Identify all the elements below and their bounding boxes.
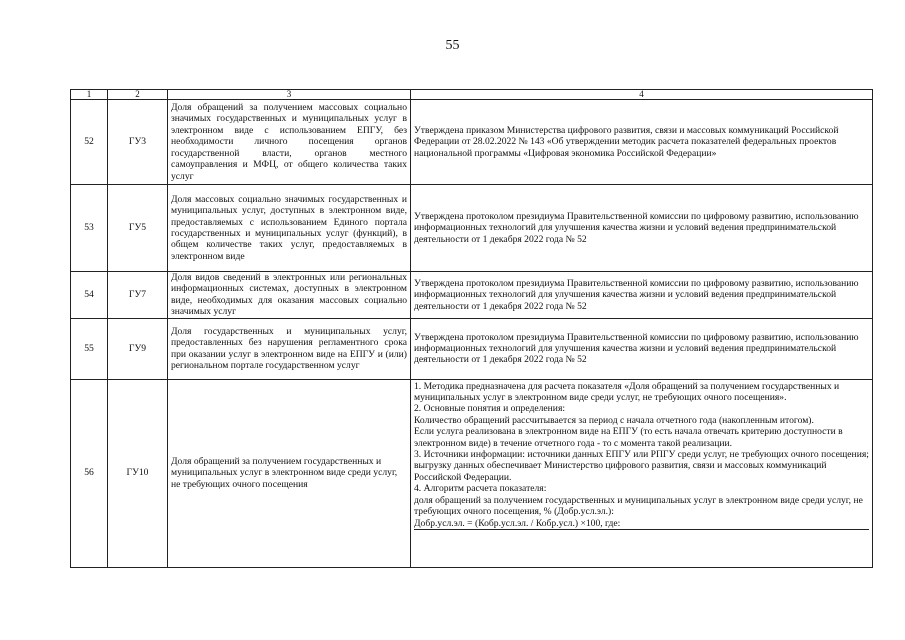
indicator-code: ГУ9 — [108, 318, 168, 379]
indicator-name: Доля массовых социально значимых государственных и муниципальных услуг, доступных в электронном виде, предоставляемых с использованием Единого портала государственных и муниципальных услуг (функций), в общем количестве таких услуг, предоставляемых в электронном виде — [168, 185, 411, 272]
row-number: 55 — [71, 318, 108, 379]
indicator-description: Утверждена приказом Министерства цифрового развития, связи и массовых коммуникаций Российской Федерации от 28.02.2022 № 143 «Об утверждении методик расчета показателей федеральных проектов национальной программы «Цифровая экономика Российской Федерации» — [411, 100, 873, 185]
methodology-line: Количество обращений рассчитывается за период с начала отчетного года (накопленным итогом). — [414, 414, 814, 426]
row-number: 52 — [71, 100, 108, 185]
row-number: 53 — [71, 185, 108, 272]
table-header-row — [71, 90, 873, 100]
header-col-2: 2 — [108, 90, 168, 100]
indicator-name: Доля обращений за получением государственных и муниципальных услуг в электронном виде среди услуг, не требующих очного посещения — [168, 379, 411, 567]
header-col-1: 1 — [71, 90, 108, 100]
indicator-code: ГУ10 — [108, 379, 168, 567]
header-col-3: 3 — [168, 90, 411, 100]
row-number: 54 — [71, 272, 108, 319]
methodology-line: 2. Основные понятия и определения: — [414, 403, 566, 415]
indicator-name: Доля обращений за получением массовых социально значимых государственных и муниципальных услуг в электронном виде с использованием ЕПГУ, без необходимости личного посещения органов государственной власти, органов местного самоуправления и МФЦ, от общего количества таких услуг — [168, 100, 411, 185]
indicators-table — [70, 89, 873, 568]
table-row — [71, 185, 873, 272]
indicator-description: Утверждена протоколом президиума Правительственной комиссии по цифровому развитию, использованию информационных технологий для улучшения качества жизни и условий ведения предпринимательской деятельности от 1 декабря 2022 года № 52 — [411, 318, 873, 379]
indicator-code: ГУ5 — [108, 185, 168, 272]
indicator-code: ГУ7 — [108, 272, 168, 319]
page-number: 55 — [445, 38, 460, 53]
row-number: 56 — [71, 379, 108, 567]
methodology-line: доля обращений за получением государственных и муниципальных услуг в электронном виде среди услуг, не требующих очного посещения, % (Добр.усл.эл.): — [414, 494, 863, 518]
methodology-line: 4. Алгоритм расчета показателя: — [414, 483, 547, 495]
indicator-name: Доля видов сведений в электронных или региональных информационных системах, доступных в электронном виде, необходимых для оказания массовых социально значимых услуг — [168, 272, 411, 319]
indicator-name: Доля государственных и муниципальных услуг, предоставленных без нарушения регламентного срока при оказании услуг в электронном виде на ЕПГУ и (или) региональном портале государственном услуг — [168, 318, 411, 379]
table-row — [71, 318, 873, 379]
formula-line: Добр.усл.эл. = (Кобр.усл.эл. / Кобр.усл.) ×100, где: — [414, 518, 869, 530]
methodology-line: Если услуга реализована в электронном виде на ЕПГУ (то есть начала отвечать критерию доступности в электронном виде) в течение отчетного года - то с момента такой реализации. — [414, 426, 843, 449]
indicator-methodology — [411, 379, 873, 567]
table-row — [71, 100, 873, 185]
table-row — [71, 272, 873, 319]
indicator-description: Утверждена протоколом президиума Правительственной комиссии по цифровому развитию, использованию информационных технологий для улучшения качества жизни и условий ведения предпринимательской деятельности от 1 декабря 2022 года № 52 — [411, 272, 873, 319]
methodology-line: 1. Методика предназначена для расчета показателя «Доля обращений за получением государственных и муниципальных услуг в электронном виде среди услуг, не требующих очного посещения». — [414, 380, 840, 404]
indicator-code: ГУ3 — [108, 100, 168, 185]
methodology-line: 3. Источники информации: источники данных ЕПГУ или РПГУ среди услуг, не требующих очного посещения; выгрузку данных обеспечивает Министерство цифрового развития, связи и массовых коммуникаций Российской Федерации. — [414, 449, 869, 483]
header-col-4: 4 — [411, 90, 873, 100]
indicator-description: Утверждена протоколом президиума Правительственной комиссии по цифровому развитию, использованию информационных технологий для улучшения качества жизни и условий ведения предпринимательской деятельности от 1 декабря 2022 года № 52 — [411, 185, 873, 272]
table-row — [71, 379, 873, 567]
